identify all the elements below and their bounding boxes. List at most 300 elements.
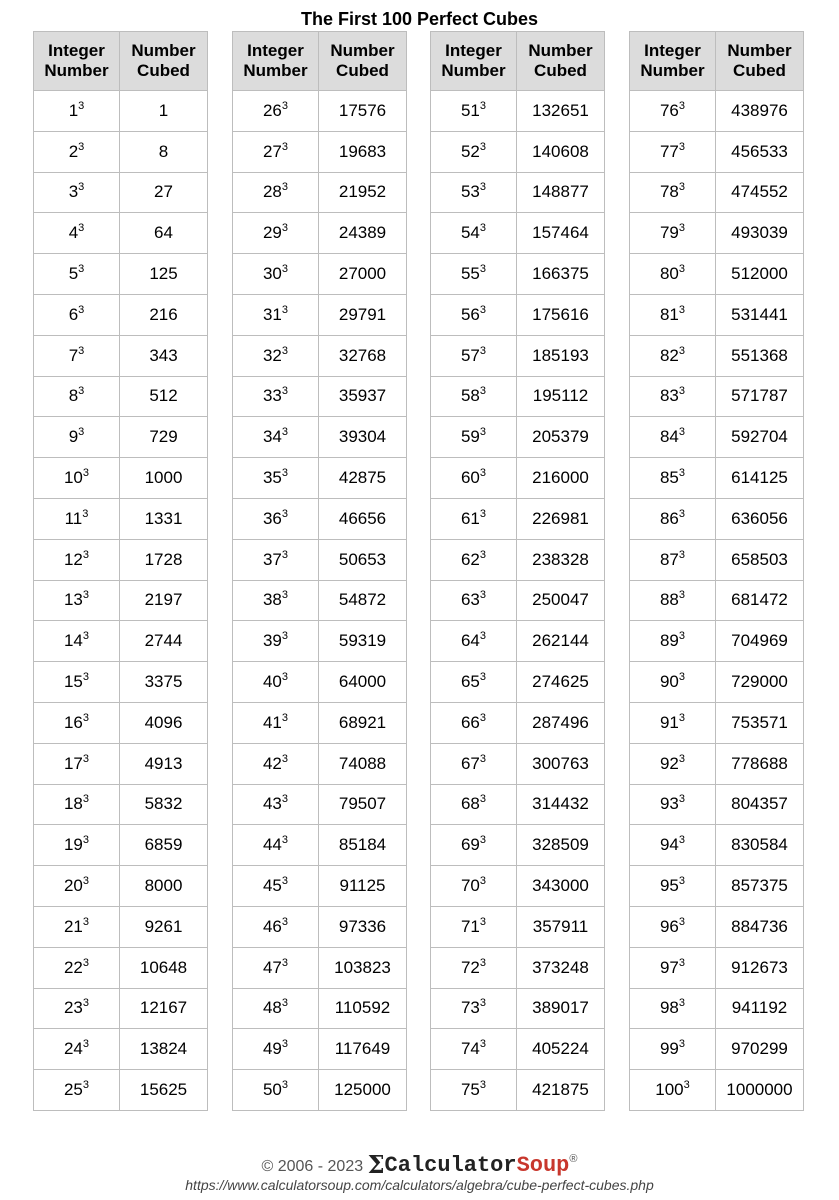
integer-cell xyxy=(34,1029,120,1070)
exponent: 3 xyxy=(678,875,686,888)
table-row xyxy=(34,580,208,621)
integer-base: 94 xyxy=(659,835,679,855)
table-row xyxy=(233,458,407,499)
integer-base: 19 xyxy=(63,835,83,855)
table-row xyxy=(34,213,208,254)
integer-cell xyxy=(431,213,517,254)
integer-base: 13 xyxy=(63,590,83,610)
table-row xyxy=(233,131,407,172)
cubed-value-cell: 35937 xyxy=(319,376,407,417)
integer-base: 91 xyxy=(659,712,679,732)
cubed-value-cell: 42875 xyxy=(319,458,407,499)
integer-base: 51 xyxy=(460,100,480,120)
table-row xyxy=(34,254,208,295)
table-row xyxy=(233,947,407,988)
integer-base: 1 xyxy=(68,100,79,120)
integer-base: 20 xyxy=(63,876,83,896)
integer-cell xyxy=(233,91,319,132)
integer-cell xyxy=(630,417,716,458)
integer-base: 21 xyxy=(63,916,83,936)
cubed-value-cell: 68921 xyxy=(319,702,407,743)
integer-cell xyxy=(233,743,319,784)
exponent: 3 xyxy=(78,263,85,276)
header-number-cubed: Number Cubed xyxy=(716,32,804,91)
exponent: 3 xyxy=(281,1079,289,1092)
integer-cell xyxy=(233,539,319,580)
integer-cell xyxy=(431,1070,517,1111)
table-row xyxy=(630,662,804,703)
exponent: 3 xyxy=(281,752,289,765)
exponent: 3 xyxy=(78,99,85,112)
cubed-value-cell: 592704 xyxy=(716,417,804,458)
cube-table-1 xyxy=(33,31,208,1111)
exponent: 3 xyxy=(678,507,686,520)
header-integer-number: Integer Number xyxy=(431,32,517,91)
exponent: 3 xyxy=(82,834,90,847)
exponent: 3 xyxy=(678,385,686,398)
cubed-value-cell: 64000 xyxy=(319,662,407,703)
cube-table-4 xyxy=(629,31,804,1111)
integer-cell xyxy=(233,784,319,825)
integer-cell xyxy=(34,825,120,866)
table-row xyxy=(630,580,804,621)
integer-cell xyxy=(34,376,120,417)
integer-base: 15 xyxy=(63,672,83,692)
exponent: 3 xyxy=(82,875,90,888)
cubed-value-cell: 125000 xyxy=(319,1070,407,1111)
cubed-value-cell: 46656 xyxy=(319,498,407,539)
integer-base: 16 xyxy=(63,712,83,732)
table-row xyxy=(34,91,208,132)
integer-cell xyxy=(431,947,517,988)
exponent: 3 xyxy=(281,467,289,480)
cubed-value-cell: 10648 xyxy=(120,947,208,988)
integer-cell xyxy=(630,131,716,172)
integer-base: 88 xyxy=(659,590,679,610)
table-row xyxy=(630,825,804,866)
cubed-value-cell: 456533 xyxy=(716,131,804,172)
table-row xyxy=(431,784,605,825)
integer-base: 23 xyxy=(63,998,83,1018)
table-row xyxy=(233,172,407,213)
integer-base: 67 xyxy=(460,753,480,773)
table-row xyxy=(34,621,208,662)
exponent: 3 xyxy=(479,834,487,847)
header-number-cubed: Number Cubed xyxy=(120,32,208,91)
table-row xyxy=(630,294,804,335)
cubed-value-cell: 21952 xyxy=(319,172,407,213)
cubed-value-cell: 9261 xyxy=(120,906,208,947)
exponent: 3 xyxy=(479,875,487,888)
cubed-value-cell: 19683 xyxy=(319,131,407,172)
integer-base: 52 xyxy=(460,141,480,161)
exponent: 3 xyxy=(78,385,85,398)
table-row xyxy=(431,825,605,866)
table-row xyxy=(431,376,605,417)
integer-base: 2 xyxy=(68,141,79,161)
integer-base: 85 xyxy=(659,468,679,488)
exponent: 3 xyxy=(78,303,85,316)
table-row xyxy=(233,988,407,1029)
integer-cell xyxy=(34,784,120,825)
integer-cell xyxy=(233,172,319,213)
exponent: 3 xyxy=(479,99,487,112)
table-row xyxy=(630,1029,804,1070)
cubed-value-cell: 941192 xyxy=(716,988,804,1029)
exponent: 3 xyxy=(281,793,289,806)
cubed-value-cell: 15625 xyxy=(120,1070,208,1111)
brand-name-part2: Soup xyxy=(516,1153,570,1178)
integer-base: 42 xyxy=(262,753,282,773)
cubed-value-cell: 50653 xyxy=(319,539,407,580)
integer-cell xyxy=(34,743,120,784)
integer-cell xyxy=(431,988,517,1029)
integer-base: 93 xyxy=(659,794,679,814)
table-row xyxy=(233,254,407,295)
table-row xyxy=(233,662,407,703)
integer-cell xyxy=(34,498,120,539)
table-row xyxy=(34,743,208,784)
integer-base: 29 xyxy=(262,223,282,243)
table-row xyxy=(233,417,407,458)
integer-base: 32 xyxy=(262,345,282,365)
table-row xyxy=(34,825,208,866)
integer-cell xyxy=(630,254,716,295)
exponent: 3 xyxy=(82,1038,90,1051)
exponent: 3 xyxy=(479,1079,487,1092)
cubed-value-cell: 250047 xyxy=(517,580,605,621)
table-row xyxy=(630,866,804,907)
exponent: 3 xyxy=(281,956,289,969)
integer-base: 43 xyxy=(262,794,282,814)
table-row xyxy=(431,1029,605,1070)
source-url[interactable]: https://www.calculatorsoup.com/calculators/algebra/cube-perfect-cubes.php xyxy=(185,1177,654,1193)
cubed-value-cell: 117649 xyxy=(319,1029,407,1070)
integer-cell xyxy=(630,906,716,947)
header-integer-number: Integer Number xyxy=(34,32,120,91)
exponent: 3 xyxy=(479,671,487,684)
integer-base: 92 xyxy=(659,753,679,773)
table-row xyxy=(431,335,605,376)
exponent: 3 xyxy=(479,548,487,561)
cubed-value-cell: 17576 xyxy=(319,91,407,132)
cubed-value-cell: 551368 xyxy=(716,335,804,376)
exponent: 3 xyxy=(281,99,289,112)
integer-cell xyxy=(34,702,120,743)
integer-cell xyxy=(431,825,517,866)
cubed-value-cell: 238328 xyxy=(517,539,605,580)
integer-base: 45 xyxy=(262,876,282,896)
cubed-value-cell: 314432 xyxy=(517,784,605,825)
cubed-value-cell: 1000 xyxy=(120,458,208,499)
cubed-value-cell: 778688 xyxy=(716,743,804,784)
exponent: 3 xyxy=(281,589,289,602)
copyright-text: © 2006 - 2023 xyxy=(261,1158,364,1175)
cubed-value-cell: 2197 xyxy=(120,580,208,621)
integer-base: 86 xyxy=(659,508,679,528)
integer-cell xyxy=(233,1070,319,1111)
integer-cell xyxy=(630,988,716,1029)
exponent: 3 xyxy=(479,426,487,439)
integer-cell xyxy=(630,539,716,580)
exponent: 3 xyxy=(678,303,686,316)
exponent: 3 xyxy=(678,752,686,765)
cubed-value-cell: 13824 xyxy=(120,1029,208,1070)
exponent: 3 xyxy=(82,711,90,724)
integer-cell xyxy=(431,91,517,132)
integer-base: 17 xyxy=(63,753,83,773)
table-row xyxy=(233,825,407,866)
integer-cell xyxy=(431,458,517,499)
exponent: 3 xyxy=(678,711,686,724)
exponent: 3 xyxy=(281,711,289,724)
integer-base: 31 xyxy=(262,304,282,324)
cubed-value-cell: 571787 xyxy=(716,376,804,417)
cubed-value-cell: 205379 xyxy=(517,417,605,458)
table-row xyxy=(630,988,804,1029)
integer-cell xyxy=(34,539,120,580)
integer-base: 3 xyxy=(68,182,79,202)
integer-base: 89 xyxy=(659,631,679,651)
exponent: 3 xyxy=(479,711,487,724)
cubed-value-cell: 85184 xyxy=(319,825,407,866)
table-row xyxy=(34,539,208,580)
exponent: 3 xyxy=(678,997,686,1010)
exponent: 3 xyxy=(678,140,686,153)
integer-cell xyxy=(34,254,120,295)
exponent: 3 xyxy=(281,263,289,276)
integer-base: 24 xyxy=(63,1039,83,1059)
cubed-value-cell: 132651 xyxy=(517,91,605,132)
integer-base: 46 xyxy=(262,916,282,936)
exponent: 3 xyxy=(281,997,289,1010)
integer-base: 33 xyxy=(262,386,282,406)
exponent: 3 xyxy=(78,222,85,235)
exponent: 3 xyxy=(281,140,289,153)
exponent: 3 xyxy=(82,956,90,969)
cubed-value-cell: 59319 xyxy=(319,621,407,662)
cubed-value-cell: 8 xyxy=(120,131,208,172)
integer-base: 55 xyxy=(460,264,480,284)
exponent: 3 xyxy=(479,467,487,480)
integer-base: 50 xyxy=(262,1080,282,1100)
table-row xyxy=(233,866,407,907)
registered-mark: ® xyxy=(569,1153,578,1165)
integer-base: 66 xyxy=(460,712,480,732)
table-row xyxy=(233,580,407,621)
integer-cell xyxy=(34,662,120,703)
cubed-value-cell: 97336 xyxy=(319,906,407,947)
integer-cell xyxy=(431,254,517,295)
cubed-value-cell: 1 xyxy=(120,91,208,132)
integer-base: 53 xyxy=(460,182,480,202)
integer-cell xyxy=(431,662,517,703)
integer-base: 10 xyxy=(63,468,83,488)
cubed-value-cell: 79507 xyxy=(319,784,407,825)
table-row xyxy=(630,172,804,213)
integer-base: 76 xyxy=(659,100,679,120)
table-row xyxy=(233,702,407,743)
integer-cell xyxy=(34,621,120,662)
integer-cell xyxy=(630,743,716,784)
table-row xyxy=(630,417,804,458)
exponent: 3 xyxy=(281,548,289,561)
footer xyxy=(0,1146,839,1180)
table-row xyxy=(431,1070,605,1111)
integer-base: 25 xyxy=(63,1080,83,1100)
table-row xyxy=(34,294,208,335)
exponent: 3 xyxy=(678,671,686,684)
integer-cell xyxy=(34,988,120,1029)
integer-cell xyxy=(233,335,319,376)
exponent: 3 xyxy=(82,630,90,643)
integer-base: 83 xyxy=(659,386,679,406)
cubed-value-cell: 24389 xyxy=(319,213,407,254)
exponent: 3 xyxy=(82,548,90,561)
integer-cell xyxy=(431,784,517,825)
exponent: 3 xyxy=(678,548,686,561)
integer-cell xyxy=(233,1029,319,1070)
exponent: 3 xyxy=(82,1079,90,1092)
cube-table-2 xyxy=(232,31,407,1111)
cubed-value-cell: 12167 xyxy=(120,988,208,1029)
exponent: 3 xyxy=(281,1038,289,1051)
integer-base: 79 xyxy=(659,223,679,243)
table-row xyxy=(34,947,208,988)
integer-cell xyxy=(431,294,517,335)
cubed-value-cell: 970299 xyxy=(716,1029,804,1070)
exponent: 3 xyxy=(479,303,487,316)
table-row xyxy=(34,1070,208,1111)
integer-cell xyxy=(630,376,716,417)
table-row xyxy=(233,1029,407,1070)
cubed-value-cell: 389017 xyxy=(517,988,605,1029)
integer-cell xyxy=(233,294,319,335)
integer-cell xyxy=(233,131,319,172)
exponent: 3 xyxy=(678,344,686,357)
integer-base: 34 xyxy=(262,427,282,447)
integer-cell xyxy=(34,417,120,458)
integer-base: 7 xyxy=(68,345,79,365)
integer-base: 36 xyxy=(262,508,282,528)
integer-base: 82 xyxy=(659,345,679,365)
exponent: 3 xyxy=(479,752,487,765)
cubed-value-cell: 195112 xyxy=(517,376,605,417)
exponent: 3 xyxy=(678,181,686,194)
cubed-value-cell: 226981 xyxy=(517,498,605,539)
integer-base: 57 xyxy=(460,345,480,365)
integer-base: 47 xyxy=(262,957,282,977)
cubed-value-cell: 681472 xyxy=(716,580,804,621)
table-row xyxy=(431,702,605,743)
integer-cell xyxy=(34,906,120,947)
integer-base: 12 xyxy=(63,549,83,569)
table-row xyxy=(431,213,605,254)
integer-base: 100 xyxy=(655,1080,684,1100)
integer-cell xyxy=(34,131,120,172)
integer-cell xyxy=(431,376,517,417)
integer-cell xyxy=(233,662,319,703)
cubed-value-cell: 3375 xyxy=(120,662,208,703)
cubed-value-cell: 32768 xyxy=(319,335,407,376)
integer-cell xyxy=(630,825,716,866)
table-row xyxy=(34,172,208,213)
exponent: 3 xyxy=(281,875,289,888)
cubed-value-cell: 148877 xyxy=(517,172,605,213)
exponent: 3 xyxy=(479,915,487,928)
exponent: 3 xyxy=(678,263,686,276)
exponent: 3 xyxy=(281,915,289,928)
table-row xyxy=(233,294,407,335)
cubed-value-cell: 4096 xyxy=(120,702,208,743)
exponent: 3 xyxy=(82,793,90,806)
exponent: 3 xyxy=(82,915,90,928)
table-row xyxy=(630,906,804,947)
integer-base: 8 xyxy=(68,386,79,406)
cubed-value-cell: 216000 xyxy=(517,458,605,499)
exponent: 3 xyxy=(82,997,90,1010)
cubed-value-cell: 830584 xyxy=(716,825,804,866)
cube-table-3 xyxy=(430,31,605,1111)
integer-cell xyxy=(233,580,319,621)
integer-cell xyxy=(630,498,716,539)
cubed-value-cell: 125 xyxy=(120,254,208,295)
integer-base: 30 xyxy=(262,264,282,284)
cubed-value-cell: 2744 xyxy=(120,621,208,662)
cubed-value-cell: 343000 xyxy=(517,866,605,907)
table-row xyxy=(431,458,605,499)
table-row xyxy=(34,988,208,1029)
table-row xyxy=(630,335,804,376)
cubed-value-cell: 884736 xyxy=(716,906,804,947)
exponent: 3 xyxy=(479,507,487,520)
header-integer-number: Integer Number xyxy=(630,32,716,91)
cubed-value-cell: 185193 xyxy=(517,335,605,376)
exponent: 3 xyxy=(479,589,487,602)
integer-base: 54 xyxy=(460,223,480,243)
cubed-value-cell: 729 xyxy=(120,417,208,458)
exponent: 3 xyxy=(281,630,289,643)
cubed-value-cell: 74088 xyxy=(319,743,407,784)
integer-base: 49 xyxy=(262,1039,282,1059)
integer-base: 4 xyxy=(68,223,79,243)
cubed-value-cell: 6859 xyxy=(120,825,208,866)
cubed-value-cell: 300763 xyxy=(517,743,605,784)
table-row xyxy=(431,172,605,213)
cubed-value-cell: 405224 xyxy=(517,1029,605,1070)
integer-base: 14 xyxy=(63,631,83,651)
cubed-value-cell: 658503 xyxy=(716,539,804,580)
cubed-value-cell: 753571 xyxy=(716,702,804,743)
integer-base: 27 xyxy=(262,141,282,161)
cubed-value-cell: 636056 xyxy=(716,498,804,539)
exponent: 3 xyxy=(281,181,289,194)
cubed-value-cell: 262144 xyxy=(517,621,605,662)
integer-cell xyxy=(431,417,517,458)
integer-cell xyxy=(630,172,716,213)
table-row xyxy=(630,621,804,662)
cubed-value-cell: 27000 xyxy=(319,254,407,295)
exponent: 3 xyxy=(82,752,90,765)
integer-cell xyxy=(431,743,517,784)
integer-base: 72 xyxy=(460,957,480,977)
integer-cell xyxy=(431,498,517,539)
integer-cell xyxy=(431,621,517,662)
integer-base: 70 xyxy=(460,876,480,896)
table-row xyxy=(233,784,407,825)
table-row xyxy=(630,131,804,172)
table-row xyxy=(233,376,407,417)
